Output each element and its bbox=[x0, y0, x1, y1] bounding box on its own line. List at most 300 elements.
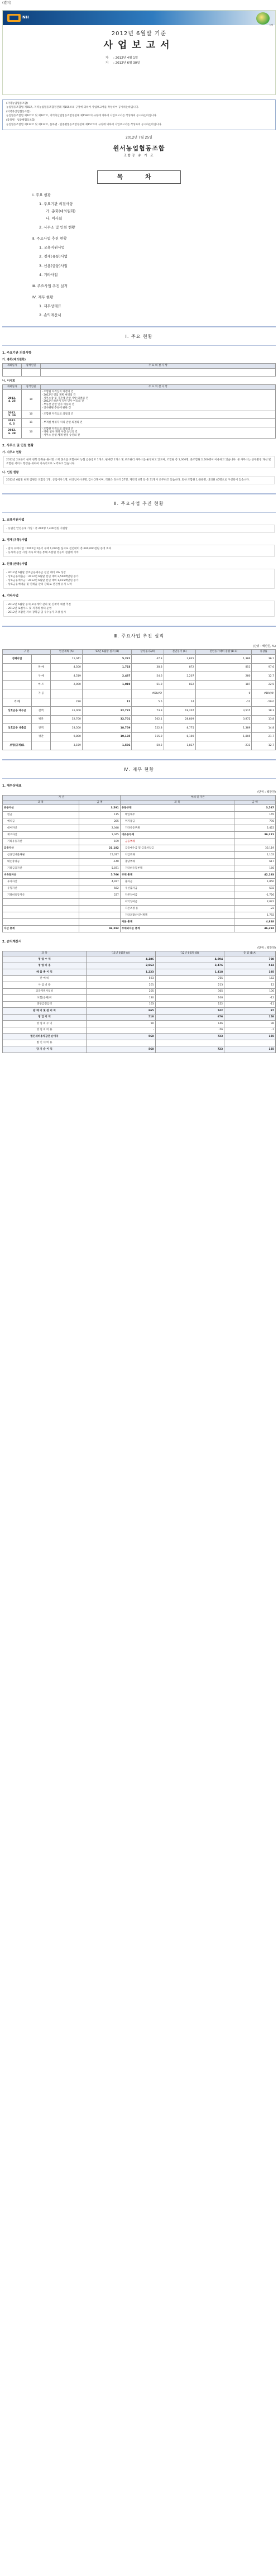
table-cell: 12.7 bbox=[252, 672, 276, 681]
table-cell: 9,800 bbox=[51, 732, 83, 741]
board-items bbox=[41, 411, 276, 418]
table-cell: -12 bbox=[195, 698, 252, 707]
section-divider bbox=[2, 626, 276, 627]
column-header: 과 목 bbox=[3, 951, 87, 956]
income-value: 568 bbox=[87, 1034, 156, 1040]
asset-amount: 5,871 bbox=[79, 865, 120, 872]
list-item: - 2012년 6월말 상호금융예수금 전년 대비 3% 성장 bbox=[6, 571, 272, 575]
income-value: 593 bbox=[87, 975, 156, 982]
income-value: 755 bbox=[155, 975, 224, 982]
table-row bbox=[3, 906, 276, 912]
table-cell: 2,207 bbox=[164, 672, 195, 681]
balance-sheet-table bbox=[2, 795, 276, 932]
row-item: 평잔 bbox=[32, 732, 51, 741]
period-to-label: 지 bbox=[106, 61, 109, 65]
table-row bbox=[3, 818, 276, 825]
table-row bbox=[3, 879, 276, 885]
toc-item: 2. 사무소 및 인원 현황 bbox=[39, 225, 75, 230]
law-notice-box bbox=[2, 99, 276, 131]
asset-item: 재고자산 bbox=[3, 832, 79, 839]
table-header-row bbox=[3, 650, 276, 655]
income-value: 4,186 bbox=[87, 956, 156, 963]
cover-top-band bbox=[3, 11, 275, 25]
table-cell: -50.0 bbox=[252, 698, 276, 707]
credit-list bbox=[6, 571, 272, 587]
part1-s2-title: 2. 사무소 및 인원 현황 bbox=[2, 444, 34, 447]
asset-amount: 562 bbox=[79, 885, 120, 892]
is-unit: (단위 : 백만원) bbox=[257, 946, 276, 950]
table-cell bbox=[164, 689, 195, 698]
table-cell: 5.5 bbox=[132, 698, 164, 707]
table-cell: 36.1 bbox=[252, 655, 276, 664]
education-list bbox=[6, 527, 272, 531]
table-row bbox=[3, 839, 276, 845]
income-value: 865 bbox=[87, 1008, 156, 1015]
list-item: - 상호금융예대율 및 연체율 관리 강화로 건전성 유지 노력 bbox=[6, 583, 272, 587]
part3-unit: (단위 : 백만원, %) bbox=[253, 645, 276, 649]
asset-item: 유동자산 bbox=[3, 805, 79, 812]
income-item: 법인세비용차감전 순이익 bbox=[3, 1034, 87, 1040]
income-value: - bbox=[87, 1027, 156, 1034]
income-item: 영 업 수 익 bbox=[3, 956, 87, 963]
board-date: 2012. 4. 25 bbox=[3, 390, 22, 411]
asset-amount: 3,591 bbox=[79, 805, 120, 812]
nh-logo-icon bbox=[7, 14, 21, 22]
coop-emblem-label: 농협 bbox=[269, 23, 273, 26]
liability-amount: 1,850 bbox=[234, 879, 276, 885]
table-cell: 1,389 bbox=[195, 724, 252, 733]
liability-item: 기타포괄손익누계액 bbox=[120, 912, 234, 919]
income-value: 305 bbox=[155, 988, 224, 995]
asset-item: 현금 bbox=[3, 812, 79, 818]
column-header: 연간계획 (A) bbox=[51, 650, 83, 655]
asset-item bbox=[3, 919, 79, 926]
performance-table bbox=[2, 649, 276, 750]
col-count: 참석인원 bbox=[22, 385, 41, 390]
asset-amount: 5,766 bbox=[79, 872, 120, 879]
part2-s1-title: 1. 교육지원사업 bbox=[2, 518, 25, 522]
asset-amount: 2,048 bbox=[79, 825, 120, 832]
liability-item: 우선출자금 bbox=[120, 885, 234, 892]
part1-title: Ⅰ. 주요 현황 bbox=[125, 334, 153, 340]
col-amount: 금 액 bbox=[234, 800, 276, 805]
board-item: - 조합원 자격심의 의결의 건 bbox=[42, 428, 274, 431]
liability-amount: 35,119 bbox=[234, 845, 276, 852]
table-row bbox=[3, 724, 276, 733]
table-row bbox=[3, 912, 276, 919]
part3-title: Ⅲ. 주요사업 추진 실적 bbox=[113, 634, 165, 639]
income-value: 3,476 bbox=[155, 963, 224, 969]
table-row bbox=[3, 872, 276, 879]
table-cell: 32,700 bbox=[51, 715, 83, 724]
cover-panel bbox=[2, 10, 276, 95]
table-row bbox=[3, 865, 276, 872]
board-count: 10 bbox=[22, 427, 41, 438]
board-item: - 조합원 자격심의 의결의 건 bbox=[42, 391, 274, 394]
bs-unit: (단위 : 백만원) bbox=[257, 790, 276, 794]
board-item-list bbox=[42, 428, 274, 437]
column-header: '11년 6월말 (A) bbox=[87, 951, 156, 956]
asset-amount: -140 bbox=[79, 859, 120, 865]
table-cell: 1,817 bbox=[164, 741, 195, 750]
list-item: - 2012년 로컬푸드 및 직거래 장터 운영 bbox=[6, 607, 272, 611]
asset-amount: 1,045 bbox=[79, 832, 120, 839]
liability-item: 이익잉여금 bbox=[120, 899, 234, 906]
list-item: - 상호금융대출금 : 2012년 6월말 전년 대비 2,500백만원 증가 bbox=[6, 575, 272, 579]
table-cell: -12.7 bbox=[252, 741, 276, 750]
toc-item: 4. 기타사업 bbox=[39, 272, 58, 277]
table-cell: 3,972 bbox=[195, 715, 252, 724]
table-cell: 47.3 bbox=[132, 655, 164, 664]
income-item: 보험(공제)비 bbox=[3, 995, 87, 1002]
table-cell: 22.5 bbox=[252, 680, 276, 689]
toc-item: 1. 주요기관 의결사항 bbox=[39, 201, 73, 206]
liability-amount: 36,221 bbox=[234, 832, 276, 839]
list-item: - 농업인 안전공제 가입 : 총 200명 7,400천원 지원함 bbox=[6, 527, 272, 531]
row-group: 경제사업 bbox=[3, 655, 32, 664]
liability-item: 부채 총계 bbox=[120, 872, 234, 879]
part2-s4-title: 4. 기타사업 bbox=[2, 594, 19, 598]
liability-amount: -22 bbox=[234, 906, 276, 912]
liability-item: 미지급금 bbox=[120, 818, 234, 825]
row-item bbox=[32, 741, 51, 750]
toc-item: 1. 재무상태표 bbox=[39, 304, 61, 309]
income-value: 163 bbox=[87, 1001, 156, 1008]
table-row bbox=[3, 419, 276, 427]
liability-item: 자본잉여금 bbox=[120, 892, 234, 899]
law-line: (지역농업협동조합) bbox=[6, 102, 28, 105]
row-group: 보험(공제)료 bbox=[3, 741, 32, 750]
part2-s2-title: 2. 경제(유통)사업 bbox=[2, 539, 27, 542]
table-cell: 5,221 bbox=[82, 655, 132, 664]
row-group bbox=[3, 715, 32, 724]
table-row bbox=[3, 885, 276, 892]
liability-amount: 2,022 bbox=[234, 899, 276, 906]
income-value: 723 bbox=[155, 1046, 224, 1053]
board-item: - 2012년 하반기 직원 인사 이동의 건 bbox=[42, 400, 274, 403]
income-value: 1,418 bbox=[155, 969, 224, 976]
board-item: - 인사위원 추천에 관한 건 bbox=[42, 407, 274, 410]
liability-item: 부채와자본 총계 bbox=[120, 926, 234, 932]
asset-item: 기타금융자산 bbox=[3, 865, 79, 872]
row-item: 판 매 bbox=[32, 663, 51, 672]
asset-amount bbox=[79, 906, 120, 912]
liability-amount: 166 bbox=[234, 865, 276, 872]
table-row bbox=[3, 1027, 276, 1034]
row-item: 잔액 bbox=[32, 707, 51, 716]
table-header-row bbox=[3, 951, 276, 956]
table-row bbox=[3, 698, 276, 707]
board-items bbox=[41, 419, 276, 427]
table-cell: 14.8 bbox=[252, 724, 276, 733]
income-value: 96 bbox=[224, 1021, 276, 1027]
table-row bbox=[3, 672, 276, 681]
table-row bbox=[3, 1008, 276, 1015]
income-value bbox=[155, 1040, 224, 1046]
table-row bbox=[3, 1046, 276, 1053]
list-item: - 잡곡 수매사업 : 2012년 2분기 수매 1,000톤 실시로 전년대비 총 600,000천원 증대 효과 bbox=[6, 547, 272, 551]
toc-section: Ⅱ. 주요사업 추진 현황 bbox=[32, 236, 67, 241]
org-representative: 조합장 송 기 조 bbox=[123, 154, 155, 158]
income-value bbox=[224, 1040, 276, 1046]
period-from: : 2012년 4월 1일 bbox=[113, 56, 138, 60]
table-cell: 11,041 bbox=[51, 655, 83, 664]
table-row bbox=[3, 956, 276, 963]
col-date: 개최일자 bbox=[3, 385, 22, 390]
income-value: 146 bbox=[155, 1021, 224, 1027]
col-count: 참석인원 bbox=[22, 364, 41, 369]
col-item: 과 목 bbox=[120, 800, 234, 805]
income-value: 723 bbox=[155, 1034, 224, 1040]
table-cell: 73.3 bbox=[132, 707, 164, 716]
income-value bbox=[87, 1040, 156, 1046]
board-items bbox=[41, 427, 276, 438]
table-cell: 0 bbox=[195, 689, 252, 698]
liability-item: 비유동부채 bbox=[120, 832, 234, 839]
table-row bbox=[3, 995, 276, 1002]
asset-amount: 4,977 bbox=[79, 879, 120, 885]
list-item: - 2012년 6월말 공제 보유계약 관리 및 신계약 체결 추진 bbox=[6, 603, 272, 607]
table-cell: #DIV/0! bbox=[252, 689, 276, 698]
liability-item: 매입채무 bbox=[120, 812, 234, 818]
liability-amount: 46,292 bbox=[234, 926, 276, 932]
row-group bbox=[3, 689, 32, 698]
income-value: 12 bbox=[224, 982, 276, 989]
liability-amount: 42,193 bbox=[234, 872, 276, 879]
part2-title: Ⅱ. 주요사업 추진 현황 bbox=[114, 501, 164, 507]
table-row bbox=[3, 975, 276, 982]
liability-item: 유동부채 bbox=[120, 805, 234, 812]
table-cell: 102.1 bbox=[132, 715, 164, 724]
list-item: - 2012년 조합원 자녀 장학금 및 우수농가 포상 실시 bbox=[6, 611, 272, 615]
liability-amount: 145 bbox=[234, 812, 276, 818]
income-item: 판 매 비 bbox=[3, 975, 87, 982]
row-item: 마 트 bbox=[32, 680, 51, 689]
table-row bbox=[3, 732, 276, 741]
table-row bbox=[3, 1021, 276, 1027]
column-header: '12년 6월말 실적 (B) bbox=[82, 650, 132, 655]
table-row bbox=[3, 689, 276, 698]
row-item: 잔액 bbox=[32, 724, 51, 733]
liability-item: 출자금 bbox=[120, 879, 234, 885]
col-date: 개최일자 bbox=[3, 364, 22, 369]
list-item: - 농자재 공급 사업 지속 확대를 통해 조합원 영농비 절감에 기여 bbox=[6, 551, 272, 555]
table-cell: 8,775 bbox=[164, 724, 195, 733]
part4-s2-title: 2. 손익계산서 bbox=[2, 940, 22, 944]
coop-emblem-icon bbox=[256, 12, 270, 25]
board-count: 11 bbox=[22, 419, 41, 427]
table-cell: 832 bbox=[164, 680, 195, 689]
income-item: 판 매 비 및 관 리 비 bbox=[3, 1008, 87, 1015]
income-value: -12 bbox=[224, 995, 276, 1002]
section-divider bbox=[2, 345, 276, 346]
toc-section: Ⅲ. 주요사업 추진 실적 bbox=[32, 283, 68, 288]
income-value: 205 bbox=[87, 988, 156, 995]
assembly-caption: 가. 총회(대의원회) bbox=[2, 358, 26, 362]
liabilities-header: 부채 및 자본 bbox=[120, 795, 275, 800]
table-row bbox=[3, 899, 276, 906]
table-row bbox=[3, 926, 276, 932]
liability-item: 자본조정 등 bbox=[120, 906, 234, 912]
income-statement-table bbox=[2, 951, 276, 1053]
income-value: 676 bbox=[155, 1014, 224, 1021]
table-cell: 13.8 bbox=[252, 715, 276, 724]
table-cell: 3,835 bbox=[164, 655, 195, 664]
table-cell: 3,515 bbox=[195, 707, 252, 716]
board-item: - 부적절 행위자 처리 관련 의결의 건 bbox=[42, 421, 274, 425]
table-row bbox=[3, 812, 276, 818]
table-cell: #DIV/0! bbox=[132, 689, 164, 698]
table-row bbox=[3, 411, 276, 418]
asset-item: 금융업대출채권 bbox=[3, 852, 79, 859]
table-row bbox=[3, 427, 276, 438]
income-value: 201 bbox=[87, 982, 156, 989]
table-cell: 31,000 bbox=[51, 707, 83, 716]
table-row bbox=[3, 655, 276, 664]
table-of-contents bbox=[32, 193, 278, 318]
row-item bbox=[32, 655, 51, 664]
table-cell: 18.3 bbox=[252, 707, 276, 716]
toc-section: Ⅰ. 주요 현황 bbox=[32, 192, 51, 197]
table-row bbox=[3, 680, 276, 689]
table-cell: 872 bbox=[164, 663, 195, 672]
income-item: 당 기 순 이 익 bbox=[3, 1046, 87, 1053]
income-value: -11 bbox=[224, 1001, 276, 1008]
income-item: 영 업 비 용 bbox=[3, 963, 87, 969]
cover-year-title: 2012년 6월말 기준 bbox=[111, 30, 167, 37]
asset-amount: 21,182 bbox=[79, 845, 120, 852]
table-row bbox=[3, 825, 276, 832]
board-item: - 정관 일부 개정 사전 승인의 건 bbox=[42, 431, 274, 434]
table-cell: 10,135 bbox=[82, 732, 132, 741]
table-cell: 3,159 bbox=[51, 741, 83, 750]
table-cell: 1,805 bbox=[195, 732, 252, 741]
nh-logo bbox=[7, 14, 29, 22]
board-items bbox=[41, 390, 276, 411]
cover-period bbox=[106, 56, 172, 66]
row-item: 평잔 bbox=[32, 715, 51, 724]
table-row bbox=[3, 852, 276, 859]
staff-caption: 나. 인원 현황 bbox=[2, 470, 19, 474]
asset-item: 예치금 bbox=[3, 818, 79, 825]
table-row bbox=[3, 707, 276, 716]
table-cell: 2,000 bbox=[51, 680, 83, 689]
row-group: 상호금융 예수금 bbox=[3, 707, 32, 716]
column-header: 전년동기대비 증감 (B-C) bbox=[195, 650, 252, 655]
income-item: 충당금전입액 bbox=[3, 1001, 87, 1008]
asset-item: 자산 총계 bbox=[3, 926, 79, 932]
board-item: - 사무소 운영 체계 변경 승인의 건 bbox=[42, 434, 274, 437]
column-header: 증감률 bbox=[252, 650, 276, 655]
table-cell: 54.6 bbox=[132, 672, 164, 681]
board-date: 2012. 6. 28 bbox=[3, 427, 22, 438]
table-row bbox=[3, 859, 276, 865]
income-item: 영 업 외 수 익 bbox=[3, 1021, 87, 1027]
law-line: 농업협동조합법 제112조 및 제112조, 품목별 · 업종별협동조합정관례 제157조의 규정에 의하여 사업보고서를 작성하여 공시하는바입니다. bbox=[6, 123, 162, 126]
board-table bbox=[2, 384, 276, 438]
asset-item: 유형자산 bbox=[3, 885, 79, 892]
liability-amount bbox=[234, 839, 276, 845]
other-business-list bbox=[6, 603, 272, 615]
list-item: - 상호금융예수금 : 2012년 6월말 전년 대비 1,015백만원 증가 bbox=[6, 579, 272, 583]
liability-item: 금융부채 bbox=[120, 839, 234, 845]
row-group bbox=[3, 732, 32, 741]
table-header-row bbox=[3, 795, 276, 800]
table-cell: -231 bbox=[195, 741, 252, 750]
table-row bbox=[3, 845, 276, 852]
column-header: 전년동기 (C) bbox=[164, 650, 195, 655]
income-item: 매 출 총 이 익 bbox=[3, 969, 87, 976]
liability-item: 기타비유동부채 bbox=[120, 865, 234, 872]
toc-subitem: 가. 총회(대의원회) bbox=[46, 208, 76, 213]
col-amount: 금 액 bbox=[79, 800, 120, 805]
table-row bbox=[3, 715, 276, 724]
table-row bbox=[3, 892, 276, 899]
income-value: 708 bbox=[224, 956, 276, 963]
asset-amount bbox=[79, 899, 120, 906]
economy-list bbox=[6, 547, 272, 555]
table-cell: 38.3 bbox=[132, 663, 164, 672]
asset-amount bbox=[79, 912, 120, 919]
section-divider bbox=[2, 778, 276, 779]
table-cell: 280 bbox=[195, 672, 252, 681]
section-divider bbox=[2, 493, 276, 494]
table-cell: 32,701 bbox=[82, 715, 132, 724]
table-row bbox=[3, 741, 276, 750]
column-header: '12년 6월말 (B) bbox=[155, 951, 224, 956]
income-value: 155 bbox=[224, 1034, 276, 1040]
asset-amount: 46,292 bbox=[79, 926, 120, 932]
income-item: 법 인 세 비 용 bbox=[3, 1040, 87, 1046]
section-divider bbox=[2, 326, 276, 327]
income-value: 4,894 bbox=[155, 956, 224, 963]
toc-subitem: 나. 이사회 bbox=[46, 216, 63, 221]
liability-amount: 1,102 bbox=[234, 852, 276, 859]
col-main: 주 요 의 결 사 항 bbox=[41, 385, 276, 390]
table-cell: 97.6 bbox=[252, 663, 276, 672]
cover-title: 사업보고서 bbox=[103, 40, 175, 51]
table-row bbox=[3, 805, 276, 812]
table-row bbox=[3, 663, 276, 672]
table-cell: 22,722 bbox=[82, 707, 132, 716]
law-line: (품목별 · 업종별협동조합) bbox=[6, 119, 36, 122]
board-caption: 나. 이사회 bbox=[2, 379, 15, 383]
board-count: 10 bbox=[22, 411, 41, 418]
asset-amount bbox=[79, 919, 120, 926]
table-row bbox=[3, 390, 276, 411]
report-date: 2012년 7월 25일 bbox=[126, 136, 152, 140]
section-divider bbox=[2, 512, 276, 513]
part2-s3-title: 3. 신용(금융)사업 bbox=[2, 563, 27, 566]
liability-amount: 2,422 bbox=[234, 825, 276, 832]
table-cell: 115.0 bbox=[132, 732, 164, 741]
table-cell bbox=[82, 689, 132, 698]
table-cell: 2,487 bbox=[82, 672, 132, 681]
asset-amount: 109 bbox=[79, 839, 120, 845]
table-cell: 4,500 bbox=[51, 663, 83, 672]
board-item: - 조합원 자격심의 의결의 건 bbox=[42, 413, 274, 416]
liability-amount: -1,726 bbox=[234, 892, 276, 899]
table-cell: 8,100 bbox=[164, 732, 195, 741]
asset-item: 금융자산 bbox=[3, 845, 79, 852]
toc-section: Ⅳ. 재무 현황 bbox=[32, 294, 54, 299]
law-line: (지역축산업협동조합) bbox=[6, 110, 31, 113]
table-cell: 21.7 bbox=[252, 732, 276, 741]
asset-amount: 115 bbox=[79, 812, 120, 818]
row-item: 구 매 bbox=[32, 672, 51, 681]
income-value: 568 bbox=[87, 1046, 156, 1053]
table-cell: 18,759 bbox=[82, 724, 132, 733]
